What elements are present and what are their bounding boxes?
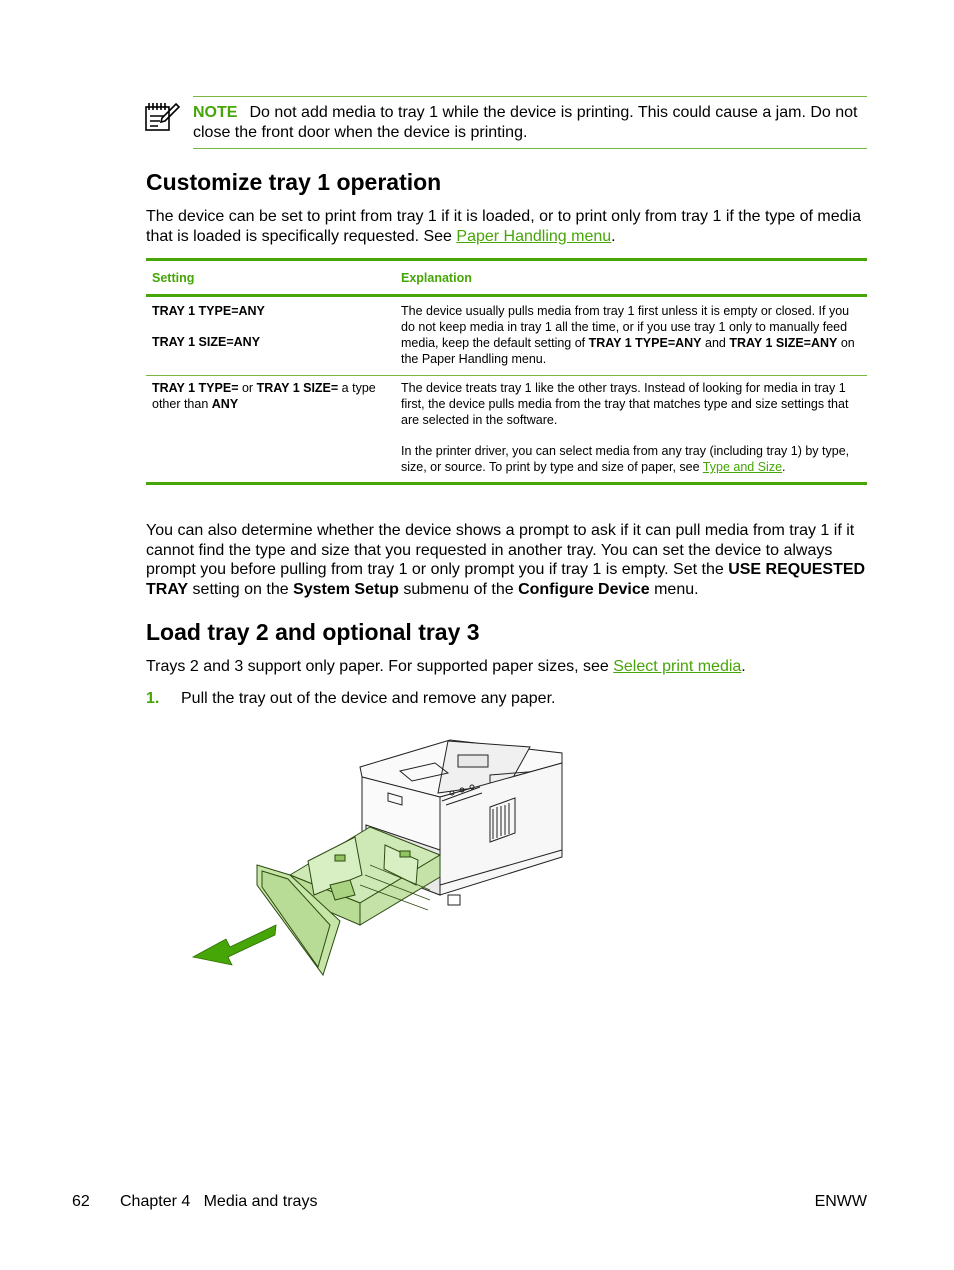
footer-right: ENWW: [814, 1193, 867, 1210]
header-setting: Setting: [152, 270, 195, 285]
row2-set-bold2: TRAY 1 SIZE=: [256, 381, 339, 395]
row2-exp-para1: The device treats tray 1 like the other trays. Instead of looking for media in tray 1 first, the device pulls media from the tray that matches type and size settings that are selected in the software.: [401, 381, 849, 427]
section2-intro-end: .: [741, 658, 746, 675]
settings-table: [146, 258, 867, 485]
para2-text3: submenu of the: [398, 580, 519, 598]
note-text: [193, 103, 869, 142]
row1-exp-bold1: TRAY 1 TYPE=ANY: [588, 336, 702, 350]
page-number: 62: [72, 1193, 90, 1210]
note-label: NOTE: [193, 104, 238, 121]
printer-tray-pull-illustration: [190, 735, 570, 980]
row1-exp-text2: and: [701, 336, 730, 350]
select-print-media-link[interactable]: Select print media: [613, 658, 742, 675]
paper-handling-menu-link[interactable]: Paper Handling menu: [456, 227, 612, 245]
setting-tray1-size-any: TRAY 1 SIZE=ANY: [152, 335, 261, 349]
step-number: 1.: [146, 690, 160, 707]
para2-text1: You can also determine whether the device shows a prompt to ask if it can pull media from tray 1 if it cannot find the type and size that you requested in another tray. You can set the device to always prompt you before pulling from tray 1 or only prompt you if tray 1 is empty. Set the: [146, 522, 855, 578]
prompt-paragraph: [146, 521, 868, 599]
type-and-size-link[interactable]: Type and Size: [702, 460, 783, 474]
table-row: [146, 376, 867, 482]
section-heading-customize-tray1: Customize tray 1 operation: [146, 169, 442, 195]
para2-text4: menu.: [649, 580, 699, 598]
use-requested-tray: USE REQUESTED TRAY: [146, 561, 866, 598]
section2-intro: [146, 657, 868, 677]
note-body: Do not add media to tray 1 while the device is printing. This could cause a jam. Do not close the front door when the device is printing.: [193, 104, 858, 141]
row2-set-text2: a type other than: [152, 381, 376, 411]
section1-intro-end: .: [611, 227, 616, 245]
row1-explanation-cell: [395, 303, 867, 375]
header-explanation: Explanation: [401, 270, 472, 285]
note-top-rule: [193, 96, 867, 97]
note-bottom-rule: [193, 148, 867, 149]
row1-exp-bold2: TRAY 1 SIZE=ANY: [729, 336, 838, 350]
row2-setting-cell: [146, 380, 395, 482]
row2-exp-para2-end: .: [782, 460, 786, 474]
green-arrow-icon: [193, 925, 276, 965]
row1-setting-cell: [146, 303, 395, 375]
row2-set-bold3: ANY: [211, 397, 239, 411]
note-icon: [144, 98, 180, 134]
row2-explanation-cell: [395, 380, 867, 482]
system-setup: System Setup: [293, 580, 399, 598]
section2-intro-text: Trays 2 and 3 support only paper. For supported paper sizes, see: [146, 658, 614, 675]
table-header-row: [146, 261, 867, 294]
row1-exp-text1: The device usually pulls media from tray 1 first unless it is empty or closed. If you do not keep media in tray 1 all the time, or if you use tray 1 only to manually feed media, keep the default setting of: [401, 304, 850, 350]
step-text: Pull the tray out of the device and remove any paper.: [181, 690, 556, 707]
chapter-title: Chapter 4 Media and trays: [120, 1193, 318, 1210]
table-bottom-rule: [146, 482, 867, 485]
setting-tray1-type-any: TRAY 1 TYPE=ANY: [152, 304, 265, 318]
row2-set-text1: or: [238, 381, 257, 395]
row2-set-bold1: TRAY 1 TYPE=: [152, 381, 239, 395]
row2-exp-para2: In the printer driver, you can select media from any tray (including tray 1) by type, size, or source. To print by type and size of paper, see: [401, 444, 850, 474]
section1-intro: [146, 207, 868, 246]
configure-device: Configure Device: [518, 580, 650, 598]
table-row: [146, 297, 867, 375]
section1-intro-text: The device can be set to print from tray 1 if it is loaded, or to print only from tray 1 if the type of media that is loaded is specifically requested. See: [146, 208, 861, 245]
row1-exp-text3: on the Paper Handling menu.: [401, 336, 855, 366]
section-heading-load-tray2: Load tray 2 and optional tray 3: [146, 619, 480, 645]
para2-text2: setting on the: [188, 580, 294, 598]
